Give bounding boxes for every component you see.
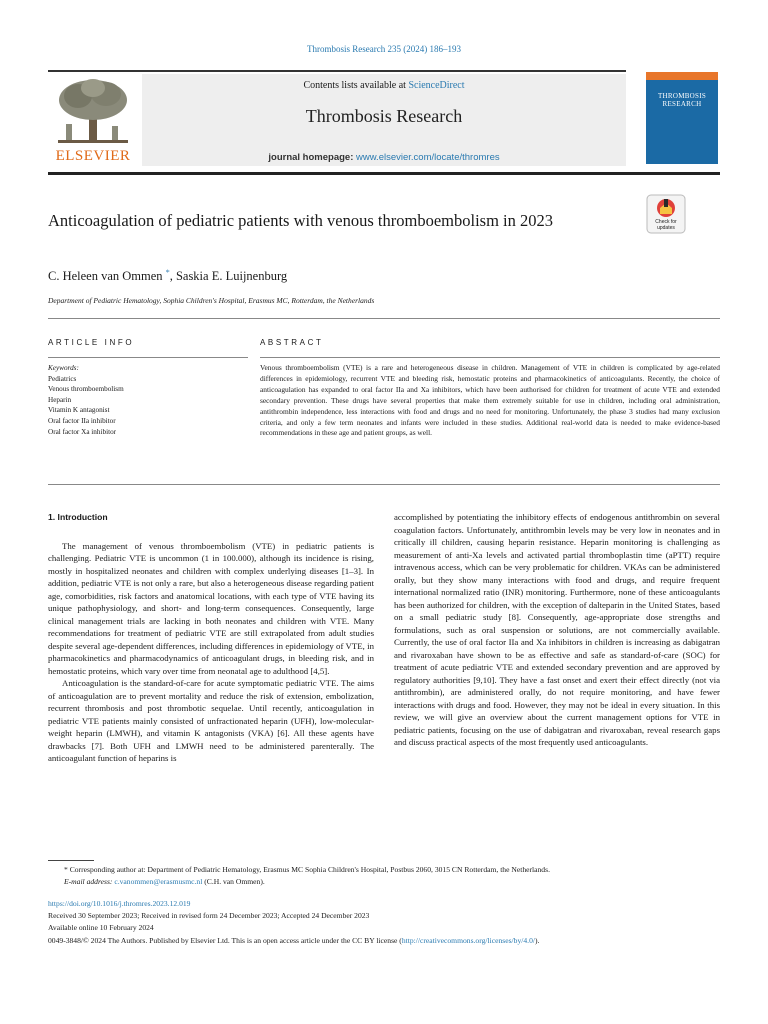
section-heading: 1. Introduction — [48, 512, 108, 522]
email-line — [48, 876, 720, 888]
email-suffix: (C.H. van Ommen). — [202, 877, 265, 886]
contents-prefix: Contents lists available at — [303, 80, 409, 91]
homepage-line — [142, 152, 626, 163]
corresponding-author-mark[interactable]: * — [165, 268, 170, 277]
masthead-top-rule — [48, 70, 626, 72]
publisher-wordmark: ELSEVIER — [55, 148, 131, 164]
divider — [48, 484, 720, 485]
tree-logo-icon — [54, 76, 132, 146]
license-link[interactable]: http://creativecommons.org/licenses/by/4.0/ — [401, 935, 535, 945]
abstract-heading: ABSTRACT — [260, 338, 324, 347]
keyword-item: Oral factor IIa inhibitor — [48, 416, 116, 425]
body-paragraph: accomplished by potentiating the inhibitory effects of endogenous antithrombin on several coagulation factors. Unfortunately, antithrombin levels may be very low in neonates and in critically ill children, causing heparin resistance. Heparin monitoring is challenging as measurement of anti-Xa levels and activated partial thromboplastin time (aPTT) require intravenous access, which can be very problematic for children. VKAs can be administered orally, but they show many interactions with food and drugs, and require frequent international normalized ratio (INR) monitoring. Furthermore, none of these anticoagulants has been authorized for children, with the exception of dalteparin in the United States, based on a small pediatric study [8]. Consequently, age-appropriate dose strengths and formulations, such as oral suspension or solutions, are not commercially available. Currently, the use of oral factor IIa and Xa inhibitors in children is increasing as dabigatran and rivaroxaban have shown to be as effective and safe as standard-of-care (SOC) for treatment of acute pediatric VTE and extended secondary prevention and are approved by regulatory authorities [9,10]. They have a fast onset and exert their effect directly (not via antithrombin), are administered orally, do not require monitoring, and have fewer interactions with drugs and food. However, they may not be ideal in every situation. In this review, we will give an overview about the current management options for VTE in pediatric patients, focusing on the use of dabigatran and rivaroxaban, reveal research gaps and discuss practical aspects of the most frequently used anticoagulants. — [394, 512, 720, 747]
author-name: C. Heleen van Ommen — [48, 269, 163, 284]
copyright-text: 0049-3848/© 2024 The Authors. Published by Elsevier Ltd. This is an open access article under the CC BY license ( — [48, 935, 402, 945]
check-updates-label: Check for updates — [655, 219, 677, 231]
doi-link[interactable]: https://doi.org/10.1016/j.thromres.2023.12.019 — [48, 899, 191, 908]
journal-name: Thrombosis Research — [305, 106, 463, 126]
article-metadata — [48, 898, 720, 947]
cover-strip — [646, 72, 718, 80]
keyword-item: Venous thromboembolism — [48, 385, 124, 394]
footnote — [48, 864, 720, 888]
check-for-updates-badge[interactable] — [646, 194, 686, 234]
running-header-citation[interactable]: Thrombosis Research 235 (2024) 186–193 — [307, 44, 461, 54]
publisher-logo — [48, 74, 138, 166]
author-name: Saskia E. Luijnenburg — [175, 269, 288, 284]
masthead-bottom-rule — [48, 172, 720, 175]
keywords-label: Keywords: — [48, 364, 79, 372]
author-list — [48, 268, 287, 284]
contents-line — [142, 80, 626, 91]
keyword-item: Vitamin K antagonist — [48, 406, 110, 415]
available-online: Available online 10 February 2024 — [48, 923, 154, 933]
divider — [48, 357, 248, 358]
author-separator: , — [169, 269, 176, 284]
copyright-suffix: ). — [534, 935, 540, 945]
copyright-line — [48, 935, 720, 947]
body-column-left — [48, 511, 374, 765]
keyword-item: Oral factor Xa inhibitor — [48, 427, 117, 436]
body-paragraph: The management of venous thromboembolism (VTE) in pediatric patients is challenging. Pediatric VTE is uncommon (1 in 100.000), although its incidence is rising, mostly in hospitalized neonates and children with complex underlying diseases [1–3]. In addition, pediatric VTE is not only a rare, but also a heterogeneous disease regarding patient age, comorbidities, risk factors and anatomical locations, with each type of VTE having its unique pathophysiology, and short- and long-term consequences. Consequently, large clinical management trials are lacking in both neonates and children with VTE. Many recommendations for treatment of pediatric VTE are still extrapolated from adult studies despite several age-dependent differences, including differences in epidemiology of VTE, in pharmacokinetics and pharmacodynamics of anticoagulant drugs, in bleeding risk, and in hemostatic proteins, which vary over time from neonatal age to adulthood [4,5]. — [48, 540, 374, 676]
homepage-prefix: journal homepage: — [268, 152, 356, 163]
received-dates: Received 30 September 2023; Received in revised form 24 December 2023; Accepted 24 December 2023 — [48, 911, 370, 921]
keywords-list — [48, 363, 248, 437]
keyword-item: Heparin — [48, 395, 72, 404]
email-label: E-mail address: — [64, 877, 115, 886]
corresponding-author-note: * Corresponding author at: Department of Pediatric Hematology, Erasmus MC Sophia Children's Hospital, Postbus 2060, 3015 CN Rotterdam, the Netherlands. — [64, 865, 550, 874]
journal-cover-thumbnail[interactable] — [646, 72, 718, 164]
article-title: Anticoagulation of pediatric patients with venous thromboembolism in 2023 — [48, 211, 553, 230]
email-link[interactable]: c.vanommen@erasmusmc.nl — [114, 877, 203, 886]
footnote-rule — [48, 860, 94, 861]
abstract-text: Venous thromboembolism (VTE) is a rare and heterogeneous disease in children. Management of VTE in children is complicated by age-related differences in epidemiology, recurrent VTE and bleeding risk, hemostatic proteins and pharmacokinetics of anticoagulants. Recently, the choice of anticoagulation has expanded to oral factor IIa and Xa inhibitors, which have been authorised for children for treatment of acute VTE and extended secondary prevention. These drugs have several properties that make them extremely suitable for use in children, including oral administration, antithrombin independence, less interactions with food and drugs and no need for monitoring. Unfortunately, the phase 3 studies had many exclusion criteria, and only a few term neonates and infants were included in these studies. Additional real-world data is needed to make evidence-based recommendations in these age and patient groups, as well. — [260, 363, 720, 438]
cover-title: THROMBOSIS RESEARCH — [657, 92, 707, 108]
journal-homepage-link[interactable]: www.elsevier.com/locate/thromres — [356, 152, 500, 163]
divider — [48, 318, 720, 319]
author-affiliation: Department of Pediatric Hematology, Sophia Children's Hospital, Erasmus MC, Rotterdam, the Netherlands — [48, 296, 375, 305]
keyword-item: Pediatrics — [48, 374, 77, 383]
sciencedirect-link[interactable]: ScienceDirect — [408, 80, 465, 91]
body-paragraph: Anticoagulation is the standard-of-care for acute symptomatic pediatric VTE. The aims of anticoagulation are to prevent mortality and reduce the risk of extension, embolization, recurrent thrombosis and post thrombotic sequelae. Until recently, anticoagulation in pediatric VTE patients mainly consisted of unfractionated heparin (UFH), low-molecular-weight heparin (LMWH), and vitamin K antagonists (VKA) [6]. All these agents have drawbacks [7]. Both UFH and LMWH need to be administered parenterally. The anticoagulant function of heparins is — [48, 678, 374, 763]
article-info-heading: ARTICLE INFO — [48, 338, 135, 347]
divider — [260, 357, 720, 358]
body-column-right — [394, 511, 720, 749]
